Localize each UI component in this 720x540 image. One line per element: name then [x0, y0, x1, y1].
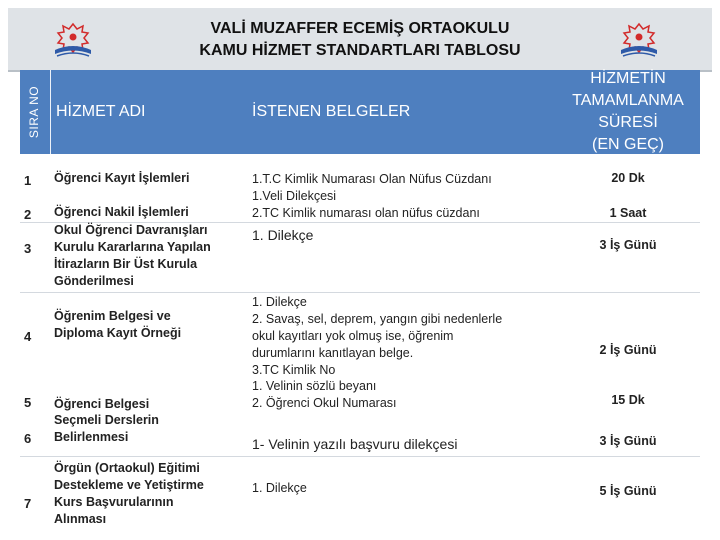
page-title [108, 18, 612, 62]
row-number: 7 [24, 496, 32, 511]
completion-time: 15 Dk [611, 393, 645, 407]
required-documents: 1. Dilekçe 2. Savaş, sel, deprem, yangın gibi nedenlerle okul kayıtları yok olmuş ise, öğrenim durumlarını kanıtlayan belge. 3.TC Kimlik No [252, 295, 503, 377]
meb-logo-icon [614, 20, 664, 66]
table-header [20, 70, 700, 154]
row-divider [20, 456, 700, 457]
service-name: Öğrenci Nakil İşlemleri [54, 205, 189, 219]
table-body [20, 154, 700, 540]
title-bar [8, 8, 712, 72]
row-number: 2 [24, 207, 32, 222]
service-name: Örgün (Ortaokul) Eğitimi Destekleme ve Yetiştirme Kurs Başvurularının Alınması [54, 461, 204, 526]
required-documents: 1. Velinin sözlü beyanı 2. Öğrenci Okul Numarası [252, 379, 397, 410]
header-completion-time [560, 70, 696, 154]
header-service-name: HİZMET ADI [56, 103, 146, 120]
service-name: Öğrenci Kayıt İşlemleri [54, 171, 190, 185]
service-name: Öğrenim Belgesi ve Diploma Kayıt Örneği [54, 309, 182, 340]
required-documents: 1. Dilekçe [252, 227, 314, 243]
service-name: Öğrenci Belgesi [54, 397, 150, 411]
header-time-line: TAMAMLANMA [572, 92, 684, 109]
header-time-line: (EN GEÇ) [592, 136, 664, 153]
completion-time: 3 İş Günü [599, 434, 657, 448]
completion-time: 3 İş Günü [599, 238, 657, 252]
header-time-line: HİZMETİN [590, 70, 666, 87]
required-documents: 1- Velinin yazılı başvuru dilekçesi [252, 436, 458, 452]
completion-time: 20 Dk [611, 171, 645, 185]
header-time-line: SÜRESİ [598, 114, 658, 131]
required-documents: 1. Dilekçe [252, 481, 307, 495]
row-number: 4 [24, 329, 32, 344]
completion-time: 5 İş Günü [599, 484, 657, 498]
service-name: Okul Öğrenci Davranışları Kurulu Kararlarına Yapılan İtirazların Bir Üst Kurula Gönderilmesi [54, 223, 211, 288]
row-number: 3 [24, 241, 32, 256]
completion-time: 2 İş Günü [599, 343, 657, 357]
title-line-2: KAMU HİZMET STANDARTLARI TABLOSU [199, 42, 521, 59]
header-documents: İSTENEN BELGELER [252, 103, 411, 120]
row-number: 1 [24, 173, 32, 188]
header-sira-no: SIRA NO [27, 85, 41, 139]
row-number: 6 [24, 431, 32, 446]
row-number: 5 [24, 395, 32, 410]
meb-logo-icon [48, 20, 98, 66]
required-documents: 1.T.C Kimlik Numarası Olan Nüfus Cüzdanı 1.Veli Dilekçesi 2.TC Kimlik numarası olan nüfus cüzdanı [252, 172, 492, 220]
service-name: Seçmeli Derslerin Belirlenmesi [54, 413, 159, 444]
row-divider [20, 292, 700, 293]
header-divider [50, 70, 51, 154]
title-line-1: VALİ MUZAFFER ECEMİŞ ORTAOKULU [210, 20, 510, 37]
completion-time: 1 Saat [609, 206, 647, 220]
